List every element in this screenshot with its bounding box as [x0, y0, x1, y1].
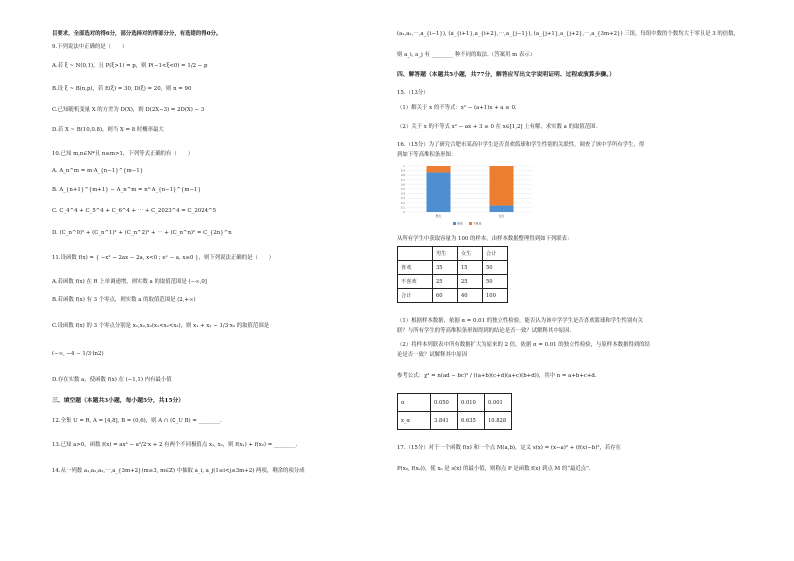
table-cell: 喜欢	[398, 261, 433, 275]
table-cell: 15	[458, 261, 483, 275]
table-cell: 合计	[398, 289, 433, 303]
q10-option-d: D. (C_n^0)² + (C_n^1)² + (C_n^2)² + ⋯ + (C_n^n)² = C_{2n}^n	[52, 230, 232, 236]
q9-option-d: D.若 X ~ B(10,0.8)，则当 X = 8 时概率最大	[52, 127, 164, 133]
table-cell: 40	[458, 289, 483, 303]
q15-part-1: （1）解关于 x 的不等式：x² − (a+1)x + a ≥ 0.	[397, 105, 517, 111]
critical-value-table	[397, 393, 512, 430]
table-cell: 100	[483, 289, 508, 303]
table-cell: 50	[483, 275, 508, 289]
q9-option-c: C.已知随机变量 X 的方差为 D(X)，则 D(2X−3) = 2D(X) − 3	[52, 107, 205, 113]
q11-option-a: A.若函数 f(x) 在 R 上单调递增，则实数 a 的取值范围是 (−∞,0]	[52, 279, 207, 285]
stacked-bar-chart	[397, 160, 537, 230]
q16-part-2-cont: 论是否一致？试解释其中原因	[397, 352, 468, 358]
bar-segment	[427, 166, 451, 172]
q17-stem: 17.（15分）对于一个函数 f(x) 和一个点 M(a,b)，定义 s(x) = (x−a)² + (f(x)−b)²，若存在	[397, 445, 622, 451]
q15-title: 15.（13分）	[397, 90, 429, 96]
table-cell: 25	[433, 275, 458, 289]
reference-formula: 参考公式：χ² = n(ad − bc)² / ((a+b)(c+d)(a+c)(b+d))，其中 n = a+b+c+d.	[397, 373, 597, 379]
legend-label: 喜欢	[457, 221, 463, 226]
q12: 12.全集 U = R, A = [4,8], B = (0,6)，则 A ∩ (∁_U B) = ________.	[52, 418, 222, 424]
y-tick-label: 0.3	[400, 197, 405, 201]
table-header-row	[398, 247, 508, 261]
table-cell: 25	[458, 275, 483, 289]
contingency-table	[397, 246, 508, 303]
q9-stem: 9.下列说法中正确的是（ ）	[52, 44, 128, 50]
q11-option-c-range: (−∞, −4 − 1/3·ln2)	[52, 351, 104, 357]
q14-continued-2: 则 a_i, a_j 有 ________ 种不同的取法.（答案用 m 表示）	[397, 52, 536, 58]
legend-label: 不喜欢	[473, 221, 482, 226]
q16-part-1-cont: 联？与所有学生的等高堆积条形图得到的结论是否一致？试解释其中原因.	[397, 328, 572, 334]
q11-stem: 11.设函数 f(x) = { −x² − 2ax − 2a, x<0 ; eˣ − a, x≥0 }，则下列说法正确的是（ ）	[52, 255, 275, 261]
table-row	[398, 394, 512, 412]
q16-stem: 16.（15分）为了研究合肥市某高中学生是否喜欢篮球和学生性别的关联性，调查了该中学所有学生，得	[397, 142, 645, 148]
legend-swatch	[469, 222, 472, 225]
table-cell: α	[398, 394, 431, 412]
q10-option-b: B. A_{n+1}^{m+1} − A_n^m = n²·A_{n−1}^{m−1}	[52, 187, 201, 193]
q11-option-d: D.存在实数 a，使函数 f(x) 在 (−1,1) 内有最小值	[52, 377, 172, 383]
y-tick-label: 0.4	[400, 192, 405, 196]
table-cell: 3.841	[431, 412, 458, 430]
section-intro: 目要求，全部选对的得6分，部分选择对的得部分分，有选错的得0分。	[52, 31, 222, 37]
y-tick-label: 0.2	[400, 201, 405, 205]
q11-option-b: B.若函数 f(x) 有 3 个零点，则实数 a 的取值范围是 (2,+∞)	[52, 297, 196, 303]
section-3-title: 三、填空题（本题共3小题，每小题5分，共15分）	[52, 398, 185, 404]
section-4-title: 四、解答题（本题共5小题，共77分，解答应写出文字说明证明、过程或演算步骤。）	[397, 72, 615, 78]
q13: 13.已知 a>0，函数 f(x) = ax³ − a²/2·x + 2 有两个不同极值点 x₁, x₂，则 f(x₁) + f(x₂) = ________.	[52, 442, 298, 448]
table-cell: 60	[433, 289, 458, 303]
y-tick-label: 1	[403, 165, 405, 168]
y-tick-label: 0.8	[400, 174, 405, 178]
bar-segment	[427, 172, 451, 212]
y-tick-label: 0.5	[400, 188, 405, 191]
q11-option-c: C.设函数 f(x) 的 3 个零点分别是 x₁,x₂,x₃(x₁<x₂<x₃)，则 x₁ + x₂ − 1/3·x₃ 的取值范围是	[52, 323, 270, 329]
table-row	[398, 289, 508, 303]
table-cell: 50	[483, 261, 508, 275]
table-cell: x_α	[398, 412, 431, 430]
bar-segment	[490, 206, 514, 212]
q17-stem-2: P(x₀, f(x₀))，使 x₀ 是 s(x) 的最小值，则称点 P 是函数 f(x) 到点 M 的“最近点”.	[397, 466, 591, 472]
q10-stem: 10.已知 m,n∈N*且 n≥m>1，下列等式正确的有（ ）	[52, 151, 193, 157]
table-row	[398, 275, 508, 289]
table-cell: 0.001	[485, 394, 512, 412]
table-header-cell: 女生	[458, 247, 483, 261]
table-header-cell: 男生	[433, 247, 458, 261]
y-tick-label: 0.7	[400, 178, 405, 182]
table-cell: 10.828	[485, 412, 512, 430]
q10-option-c: C. C_4^4 + C_5^4 + C_6^4 + ⋯ + C_2023^4 = C_2024^5	[52, 208, 217, 214]
legend-swatch	[453, 222, 456, 225]
table-header-cell: 合计	[483, 247, 508, 261]
table-row	[398, 412, 512, 430]
table-cell: 不喜欢	[398, 275, 433, 289]
x-tick-label: 女生	[498, 214, 505, 218]
q16-stem-2: 到如下等高堆积条形图：	[397, 152, 457, 158]
y-tick-label: 0.1	[400, 206, 405, 210]
q16-sample-text: 从所有学生中获取容量为 100 的样本，由样本数据整理得到如下列联表：	[397, 236, 573, 242]
table-cell: 6.635	[458, 412, 485, 430]
q16-part-1: （1）根据样本数据，依据 α = 0.01 的独立性检验，能否认为该中学学生是否喜欢篮球和学生性别有关	[397, 318, 644, 324]
y-tick-label: 0.6	[400, 183, 405, 187]
q9-option-b: B.设 ξ ~ B(n,p)，若 E(ξ) = 30, D(ξ) = 20，则 n = 90	[52, 86, 192, 92]
table-cell: 0.010	[458, 394, 485, 412]
bar-segment	[490, 166, 514, 206]
table-cell: 0.050	[431, 394, 458, 412]
q14-continued: (a₁,a₂,⋯,a_{i−1}), (a_{i+1},a_{i+2},⋯,a_{j−1}), (a_{j+1},a_{j+2},⋯,a_{3m+2}) 三组，每组中数的个数均大于零且是 3 的倍数，	[397, 31, 739, 37]
q14: 14.从一列数 a₁,a₂,a₃,⋯,a_{3m+2}(m≥3, m∈Z) 中抽取 a_i, a_j(1≤i<j≤3m+2) 两项，剩余的项分成	[52, 468, 305, 474]
q15-part-2: （2）关于 x 的不等式 x² − ax + 3 ≥ 0 在 x∈[1,2] 上有解，求实数 a 的取值范围.	[397, 124, 598, 130]
y-tick-label: 0.9	[400, 169, 405, 173]
q16-part-2: （2）将样本列联表中所有数据扩大为原来的 2 倍，依据 α = 0.01 的独立性检验，与原样本数据得到的结	[397, 342, 650, 348]
table-header-cell	[398, 247, 433, 261]
q9-option-a: A.若 ξ ~ N(0,1)，且 P(ξ>1) = p，则 P(−1<ξ<0) = 1/2 − p	[52, 63, 208, 69]
y-tick-label: 0	[403, 211, 405, 214]
x-tick-label: 男生	[435, 214, 442, 218]
table-cell: 35	[433, 261, 458, 275]
table-row	[398, 261, 508, 275]
q10-option-a: A. A_n^m = m·A_{n−1}^{m−1}	[52, 168, 144, 174]
